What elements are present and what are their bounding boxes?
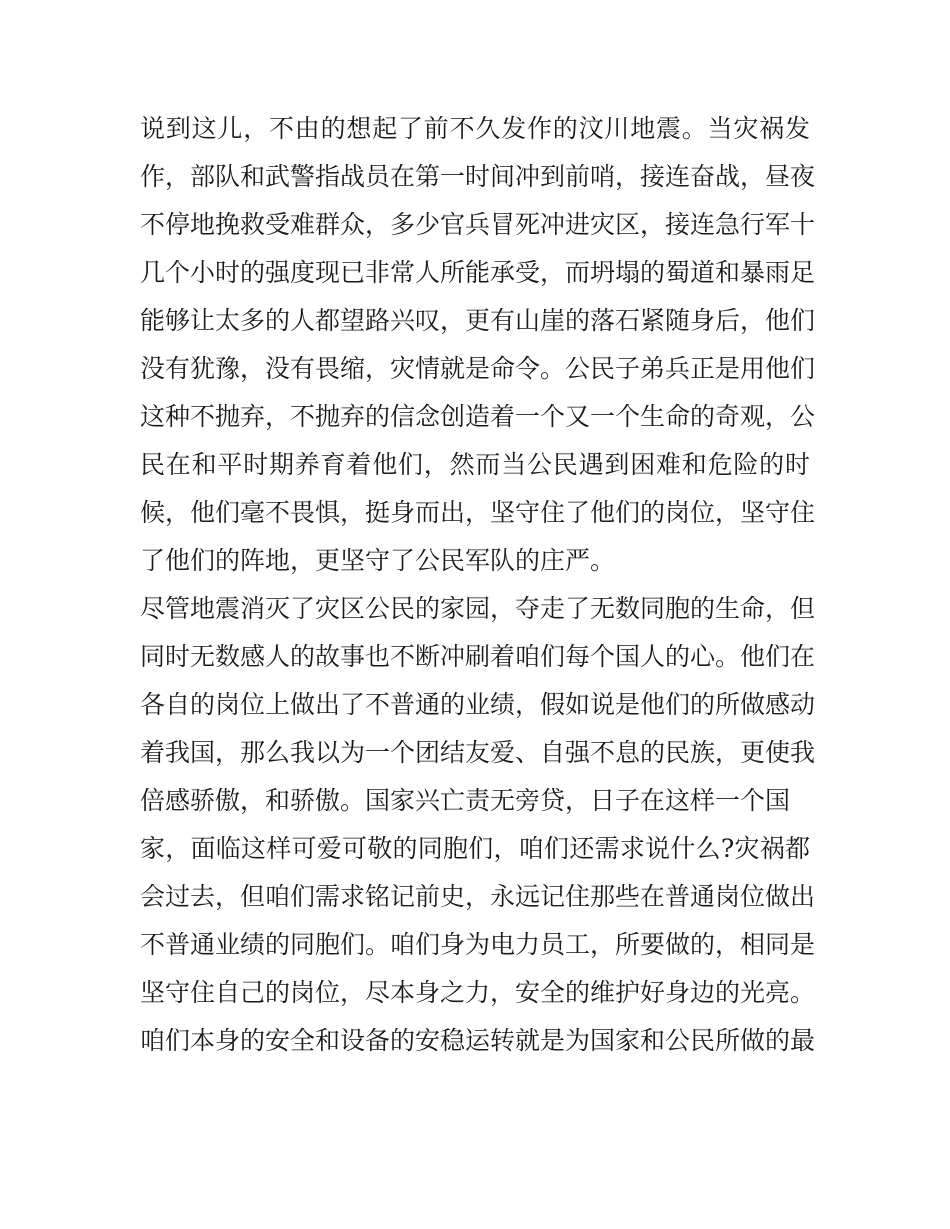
text-line: 作，部队和武警指战员在第一时间冲到前哨，接连奋战，昼夜 [140, 162, 816, 191]
text-line: 没有犹豫，没有畏缩，灾情就是命令。公民子弟兵正是用他们 [140, 354, 816, 383]
text-line: 倍感骄傲，和骄傲。国家兴亡责无旁贷，日子在这样一个国 [140, 786, 791, 815]
text-line: 会过去，但咱们需求铭记前史，永远记住那些在普通岗位做出 [140, 882, 816, 911]
text-line: 这种不抛弃，不抛弃的信念创造着一个又一个生命的奇观，公 [140, 402, 816, 431]
text-line: 候，他们毫不畏惧，挺身而出，坚守住了他们的岗位，坚守住 [140, 498, 816, 527]
text-line: 各自的岗位上做出了不普通的业绩，假如说是他们的所做感动 [140, 690, 816, 719]
text-line: 不普通业绩的同胞们。咱们身为电力员工，所要做的，相同是 [140, 930, 816, 959]
text-line: 民在和平时期养育着他们，然而当公民遇到困难和危险的时 [140, 450, 810, 479]
text-line: 能够让太多的人都望路兴叹，更有山崖的落石紧随身后，他们 [140, 306, 816, 335]
text-line: 同时无数感人的故事也不断冲刷着咱们每个国人的心。他们在 [140, 642, 816, 671]
text-line: 尽管地震消灭了灾区公民的家园，夺走了无数同胞的生命，但 [140, 594, 816, 623]
text-line: 着我国，那么我以为一个团结友爱、自强不息的民族，更使我 [140, 738, 816, 767]
text-line: 家，面临这样可爱可敬的同胞们，咱们还需求说什么?灾祸都 [140, 834, 810, 863]
text-line: 不停地挽救受难群众，多少官兵冒死冲进灾区，接连急行军十 [140, 210, 816, 239]
text-line: 坚守住自己的岗位，尽本身之力，安全的维护好身边的光亮。 [140, 978, 816, 1007]
text-line: 几个小时的强度现已非常人所能承受，而坍塌的蜀道和暴雨足 [140, 258, 816, 287]
text-line: 咱们本身的安全和设备的安稳运转就是为国家和公民所做的最 [140, 1026, 816, 1055]
body-text [140, 105, 816, 1065]
text-line: 说到这儿，不由的想起了前不久发作的汶川地震。当灾祸发 [140, 114, 810, 143]
text-line: 了他们的阵地，更坚守了公民军队的庄严。 [140, 546, 616, 575]
